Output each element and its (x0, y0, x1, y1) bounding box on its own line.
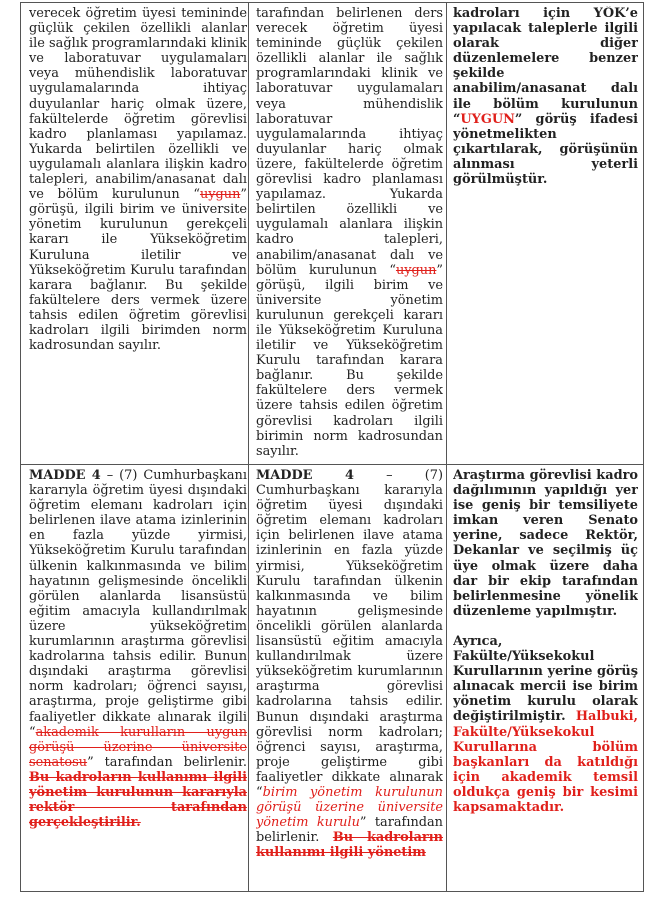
inserted-text: birim yönetim kurulunun görüşü üzerine üniversite yönetim kurulu (256, 784, 443, 831)
highlighted-sentence: Halbuki, Fakülte/Yüksekokul Kurullarına bölüm başkanları da katıldığı için akademik temsil oldukça geniş bir kesimi kapsamaktadır. (453, 709, 638, 815)
deleted-sentence: Bu kadroların kullanımı ilgili yönetim kurulunun kararıyla rektör tarafından gerçekleştirilir. (29, 769, 247, 831)
row1-commentary: kadroları için YÖK’e yapılacak taleplerle ilgili olarak diğer düzenlemelere benzer şekilde anabilim/anasanat dalı ile bölüm kurulunun “UYGUN” görüş ifadesi yönetmelikten çıkartılarak, görüşünün alınması yeterli görülmüştür. (453, 6, 638, 188)
column-divider (446, 3, 447, 891)
deleted-text: uygun (199, 187, 241, 203)
row2-proposed-text: MADDE 4 – (7) Cumhurbaşkanı kararıyla öğretim üyesi dışındaki öğretim elemanı kadroları için belirlenen ilave atama izinlerinin en fazla yüzde yirmisi, Yükseköğretim Kurulu tarafından ülkenin kalkınmasında ve bilim hayatının gelişmesinde öncelikli görülen alanlarda lisansüstü eğitim amacıyla kullandırılmak üzere yükseköğretim kurumlarının araştırma görevlisi kadrolarına tahsis edilir. Bunun dışındaki araştırma görevlisi norm kadroları; öğrenci sayısı, araştırma, proje geliştirme gibi faaliyetler dikkate alınarak “birim yönetim kurulunun görüşü üzerine üniversite yönetim kurulu” tarafından belirlenir. Bu kadroların kullanımı ilgili yönetim (256, 468, 443, 861)
highlighted-word: UYGUN (460, 111, 515, 127)
row1-proposed-text: tarafından belirlenen ders verecek öğretim üyesi temininde güçlük çekilen özellikli alanlar ile sağlık programlarındaki klinik ve laboratuvar uygulamaları veya mühendislik laboratuvar uygulamalarında ihtiyaç duyulanlar hariç olmak üzere, fakültelerde öğretim görevlisi kadro planlaması yapılamaz. Yukarda belirtilen özellikli ve uygulamalı alanlara ilişkin kadro talepleri, anabilim/anasanat dalı ve bölüm kurulunun “uygun” görüşü, ilgili birim ve üniversite yönetim kurulunun gerekçeli kararı ile Yükseköğretim Kuruluna iletilir ve Yükseköğretim Kurulu tarafından karara bağlanır. Bu şekilde fakültelere ders vermek üzere tahsis edilen öğretim görevlisi kadroları ilgili birimin norm kadrosundan sayılır. (256, 6, 443, 459)
deleted-text: uygun (395, 262, 437, 278)
article-number: MADDE 4 (29, 468, 101, 483)
row1-current-text: verecek öğretim üyesi temininde güçlük çekilen özellikli alanlar ile sağlık programlarındaki klinik ve laboratuvar uygulamaları veya mühendislik laboratuvar uygulamalarında ihtiyaç duyulanlar hariç olmak üzere, fakültelerde öğretim görevlisi kadro planlaması yapılamaz. Yukarda belirtilen özellikli ve uygulamalı alanlara ilişkin kadro talepleri, anabilim/anasanat dalı ve bölüm kurulunun “uygun” görüşü, ilgili birim ve üniversite yönetim kurulunun gerekçeli kararı ile Yükseköğretim Kuruluna iletilir ve Yükseköğretim Kurulu tarafından karara bağlanır. Bu şekilde fakültelere ders vermek üzere tahsis edilen öğretim görevlisi kadroları ilgili birimden norm kadrosundan sayılır. (29, 6, 247, 354)
row2-commentary (453, 468, 638, 890)
commentary-paragraph: Ayrıca, Fakülte/Yüksekokul Kurullarının yerine görüş alınacak mercii ise birim yönetim kurulu olarak değiştirilmiştir. Halbuki, Fakülte/Yüksekokul Kurullarına bölüm başkanları da katıldığı için akademik temsil oldukça geniş bir kesimi kapsamaktadır. (453, 633, 638, 815)
comparison-table (20, 2, 644, 892)
article-number: MADDE 4 (256, 468, 354, 483)
row-divider (21, 464, 643, 465)
deleted-sentence: Bu kadroların kullanımı ilgili yönetim (256, 830, 443, 861)
commentary-paragraph: Araştırma görevlisi kadro dağılımının yapıldığı yer ise geniş bir temsiliyete imkan veren Senato yerine, sadece Rektör, Dekanlar ve seçilmiş üç üye olmak üzere daha dar bir ekip tarafından belirlenmesine yönelik düzenleme yapılmıştır. (453, 468, 638, 619)
row2-current-text: MADDE 4 – (7) Cumhurbaşkanı kararıyla öğretim üyesi dışındaki öğretim elemanı kadroları için belirlenen ilave atama izinlerinin en fazla yüzde yirmisi, Yükseköğretim Kurulu tarafından ülkenin kalkınmasında ve bilim hayatının gelişmesinde öncelikli görülen alanlarda lisansüstü eğitim amacıyla kullandırılmak üzere yükseköğretim kurumlarının araştırma görevlisi kadrolarına tahsis edilir. Bunun dışındaki araştırma görevlisi norm kadroları; öğrenci sayısı, araştırma, proje geliştirme gibi faaliyetler dikkate alınarak ilgili “akademik kurulların uygun görüşü üzerine üniversite senatosu” tarafından belirlenir. Bu kadroların kullanımı ilgili yönetim kurulunun kararıyla rektör tarafından gerçekleştirilir. (29, 468, 247, 831)
deleted-text: akademik kurulların uygun görüşü üzerine üniversite senatosu (29, 724, 247, 770)
column-divider (248, 3, 249, 891)
